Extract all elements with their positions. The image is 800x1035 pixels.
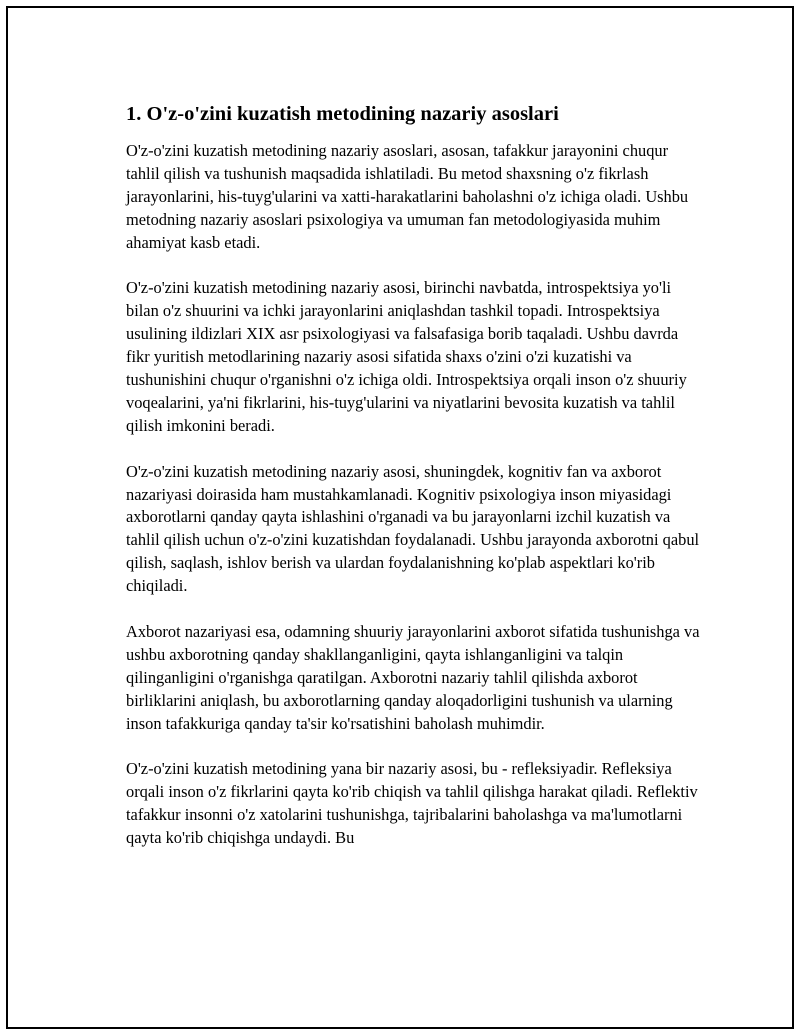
page-frame	[6, 6, 794, 1029]
section-heading: 1. O'z-o'zini kuzatish metodining nazariy asoslari	[126, 103, 559, 125]
paragraph-3: O'z-o'zini kuzatish metodining nazariy asosi, shuningdek, kognitiv fan va axborot nazariyasi doirasida ham mustahkamlanadi. Kognitiv psixologiya inson miyasidagi axborotlarni qanday qayta ishlashini o'rganadi va bu jarayonlarni izchil kuzatish va tahlil qilish uchun o'z-o'zini kuzatishdan foydalanadi. Ushbu jarayonda axborotni qabul qilish, saqlash, ishlov berish va ulardan foydalanishning ko'plab aspektlari ko'rib chiqiladi.	[126, 461, 700, 596]
paragraph-2: O'z-o'zini kuzatish metodining nazariy asosi, birinchi navbatda, introspektsiya yo'li bilan o'z shuurini va ichki jarayonlarini aniqlashdan tashkil topadi. Introspektsiya usulining ildizlari XIX asr psixologiyasi va falsafasiga borib taqaladi. Ushbu davrda fikr yuritish metodlarining nazariy asosi sifatida shaxs o'zini o'zi kuzatishi va tushunishini chuqur o'rganishni o'z ichiga oldi. Introspektsiya orqali inson o'z shuuriy voqealarini, ya'ni fikrlarini, his-tuyg'ularini va niyatlarini bevosita kuzatish va tahlil qilish imkonini beradi.	[126, 278, 687, 435]
paragraph-4: Axborot nazariyasi esa, odamning shuuriy jarayonlarini axborot sifatida tushunishga va ushbu axborotning qanday shakllanganligini, qayta ishlanganligini va talqin qilinganligini o'rganishga qaratilgan. Axborotni nazariy tahlil qilishda axborot birliklarini aniqlash, bu axborotlarning qanday aloqadorligini tushunish va ularning inson tafakkuriga qanday ta'sir ko'rsatishini baholash muhimdir.	[126, 621, 700, 733]
paragraph-1: O'z-o'zini kuzatish metodining nazariy asoslari, asosan, tafakkur jarayonini chuqur tahlil qilish va tushunish maqsadida ishlatiladi. Bu metod shaxsning o'z fikrlash jarayonlarini, his-tuyg'ularini va xatti-harakatlarini baholashni o'z ichiga oladi. Ushbu metodning nazariy asoslari psixologiya va umuman fan metodologiyasida muhim ahamiyat kasb etadi.	[126, 141, 689, 252]
paragraph-5: O'z-o'zini kuzatish metodining yana bir nazariy asosi, bu - refleksiyadir. Refleksiya orqali inson o'z fikrlarini qayta ko'rib chiqish va tahlil qilishga harakat qiladi. Reflektiv tafakkur insonni o'z xatolarini tushunishga, tajribalarini baholashga va ma'lumotlarni qayta ko'rib chiqishga undaydi. Bu	[126, 759, 698, 848]
document-body	[126, 100, 701, 873]
